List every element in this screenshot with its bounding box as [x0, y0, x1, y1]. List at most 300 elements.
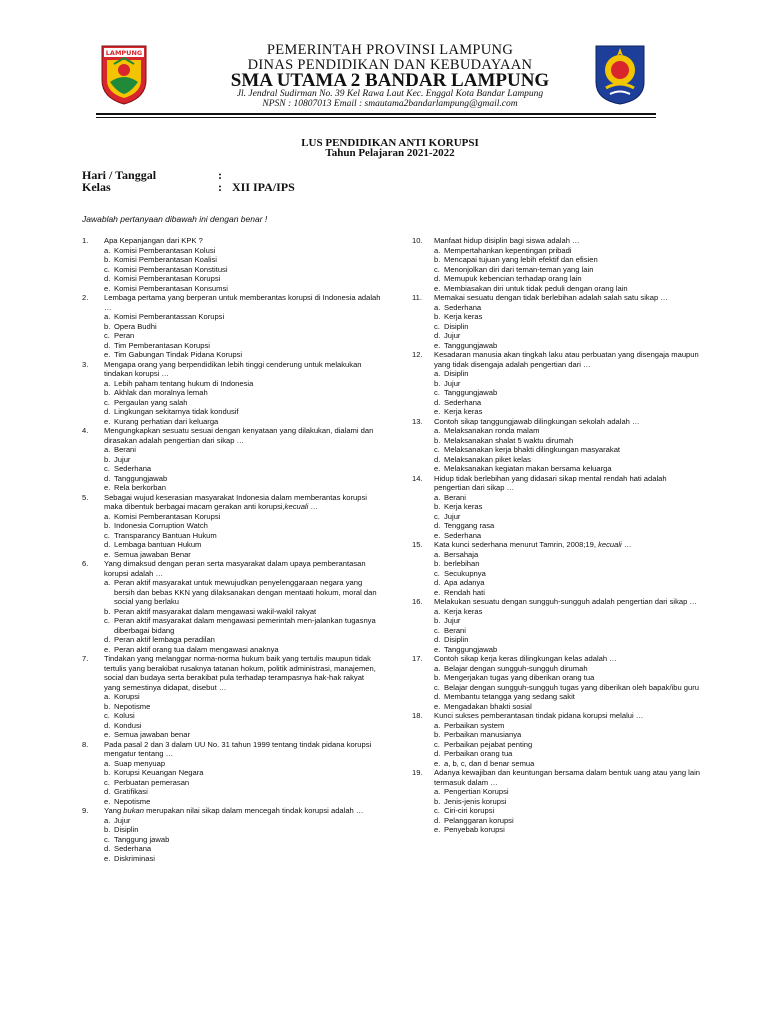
question-row — [412, 236, 702, 246]
option-text: Secukupnya — [444, 568, 486, 578]
option-letter: b. — [104, 521, 111, 530]
option-text: Jujur — [444, 511, 461, 521]
option-letter: c. — [434, 806, 440, 815]
answer-option — [82, 521, 382, 531]
option-letter: e. — [104, 283, 111, 293]
option-text: Disiplin — [114, 825, 139, 834]
answer-option — [82, 284, 382, 294]
option-letter: e. — [434, 644, 441, 654]
option-text: Peran aktif masyarakat dalam mengawasi wakil-wakil rakyat — [114, 606, 317, 616]
option-letter: a. — [104, 692, 111, 701]
answer-option — [412, 740, 702, 750]
option-letter: d. — [434, 274, 441, 283]
answer-option — [412, 407, 702, 417]
question-item — [82, 293, 382, 360]
option-text: Kolusi — [114, 711, 135, 720]
question-text-main: Adanya kewajiban dan keuntungan bersama dalam bentuk uang atau yang lain termasuk dalam … — [434, 768, 700, 787]
option-letter: e. — [104, 416, 111, 426]
option-text: Bersahaja — [444, 549, 479, 559]
answer-option — [412, 445, 702, 455]
option-text: Apa adanya — [444, 578, 485, 587]
option-text: Kerja keras — [444, 312, 483, 321]
answer-option — [412, 787, 702, 797]
option-letter: c. — [434, 264, 440, 274]
answer-option — [82, 388, 382, 398]
option-letter: a. — [104, 578, 111, 587]
answer-option — [412, 721, 702, 731]
option-letter: b. — [104, 701, 111, 711]
exam-year: Tahun Pelajaran 2021-2022 — [325, 147, 455, 159]
day-separator: : — [218, 168, 222, 182]
option-letter: d. — [104, 274, 111, 283]
answer-option — [412, 512, 702, 522]
option-letter: e. — [434, 283, 441, 293]
option-text: Korupsi Keuangan Negara — [114, 768, 204, 777]
option-letter: c. — [104, 834, 110, 844]
question-item — [82, 654, 382, 740]
option-letter: c. — [104, 616, 110, 625]
answer-option — [412, 531, 702, 541]
option-text: Tanggung jawab — [114, 834, 170, 844]
option-text: berlebihan — [444, 559, 480, 568]
question-text — [104, 654, 382, 692]
header-divider-thin — [96, 117, 656, 118]
answer-option — [412, 730, 702, 740]
option-letter: e. — [434, 340, 441, 350]
option-letter: a. — [104, 815, 111, 825]
option-letter: a. — [434, 549, 441, 559]
option-letter: c. — [434, 568, 440, 578]
answer-option — [82, 578, 382, 607]
option-text: Perbaikan pejabat penting — [444, 739, 533, 749]
question-text — [104, 559, 382, 578]
option-text: Melaksanakan shalat 5 waktu dirumah — [444, 435, 574, 445]
question-number: 15. — [412, 540, 423, 549]
option-letter: e. — [434, 758, 441, 768]
question-item — [412, 597, 702, 654]
question-text-main: Pada pasal 2 dan 3 dalam UU No. 31 tahun 1999 tentang tindak pidana korupsi mengatur tentang … — [104, 739, 372, 758]
option-letter: a. — [434, 663, 441, 673]
option-text: Peran — [114, 331, 135, 340]
option-text: Mengadakan bhakti sosial — [444, 701, 532, 711]
answer-option — [412, 588, 702, 598]
answer-option — [412, 806, 702, 816]
question-number: 13. — [412, 416, 423, 426]
questions-left-column — [82, 236, 382, 863]
answer-option — [82, 274, 382, 284]
header-government: PEMERINTAH PROVINSI LAMPUNG — [266, 42, 514, 58]
answer-option — [82, 341, 382, 351]
option-letter: a. — [434, 606, 441, 616]
answer-option — [82, 474, 382, 484]
answer-option — [82, 768, 382, 778]
option-text: Melaksanakan ronda malam — [444, 426, 540, 435]
option-text: Berani — [444, 492, 466, 502]
question-text — [104, 493, 382, 512]
option-letter: e. — [434, 587, 441, 597]
option-text: Sederhana — [114, 464, 152, 473]
option-text: Disiplin — [444, 321, 469, 331]
option-letter: c. — [434, 739, 440, 749]
question-item — [412, 654, 702, 711]
option-letter: e. — [434, 825, 441, 834]
option-letter: a. — [104, 445, 111, 454]
answer-option — [412, 274, 702, 284]
answer-option — [412, 578, 702, 588]
class-value: XII IPA/IPS — [232, 180, 295, 194]
question-row — [82, 236, 382, 246]
option-text: Tenggang rasa — [444, 521, 495, 530]
option-text: Tanggungjawab — [114, 473, 168, 483]
question-text-main: Mengapa orang yang berpendidikan lebih tinggi cenderung untuk melakukan tindakan korupsi … — [104, 359, 362, 378]
question-text-main: Melakukan sesuatu dengan sungguh-sungguh adalah pengertian dari sikap … — [434, 597, 698, 606]
option-text: Tanggungjawab — [444, 644, 498, 654]
answer-option — [412, 683, 702, 693]
question-row — [412, 350, 702, 369]
option-letter: a. — [434, 787, 441, 796]
option-letter: c. — [434, 511, 440, 521]
answer-option — [82, 844, 382, 854]
answer-option — [412, 388, 702, 398]
option-text: Komisi Pemberantasan Korupsi — [114, 274, 221, 283]
answer-option — [82, 379, 382, 389]
question-row — [82, 360, 382, 379]
option-text: Membantu tetangga yang sedang sakit — [444, 692, 575, 701]
option-text: Berani — [114, 445, 136, 454]
option-letter: b. — [104, 768, 111, 777]
question-item — [412, 236, 702, 293]
question-text — [104, 293, 382, 312]
question-number: 5. — [82, 492, 89, 502]
option-letter: c. — [434, 682, 440, 692]
option-text: Menonjolkan diri dari teman-teman yang lain — [444, 264, 594, 274]
option-text: a, b, c, dan d benar semua — [444, 758, 535, 768]
answer-option — [82, 854, 382, 864]
option-text: Korupsi — [114, 692, 140, 701]
option-text: Perbaikan orang tua — [444, 749, 513, 758]
answer-option — [82, 787, 382, 797]
option-text: Tanggungjawab — [444, 388, 498, 397]
option-text: Lingkungan sekitarnya tidak kondusif — [114, 407, 239, 416]
answer-option — [82, 778, 382, 788]
question-text — [434, 540, 702, 550]
question-item — [412, 711, 702, 768]
option-letter: d. — [104, 540, 111, 549]
question-text-tail: … — [308, 502, 319, 511]
question-text-tail: … — [621, 540, 632, 549]
question-text-main: Yang dimaksud dengan peran serta masyarakat dalam upaya pemberantasan korupsi adalah … — [104, 559, 366, 578]
question-number: 9. — [82, 806, 89, 815]
option-text: Disiplin — [444, 635, 469, 644]
question-text-main: Sebagai wujud keserasian masyarakat Indonesia dalam memberantas korupsi maka dibentuk berbagai macam gerakan anti korupsi, — [104, 492, 367, 511]
question-row — [412, 768, 702, 787]
option-text: Sederhana — [444, 397, 482, 407]
answer-option — [82, 331, 382, 341]
option-text: Kurang perhatian dari keluarga — [114, 416, 219, 426]
option-letter: a. — [434, 245, 441, 255]
answer-option — [82, 350, 382, 360]
answer-option — [82, 616, 382, 635]
question-item — [412, 350, 702, 417]
answer-option — [82, 692, 382, 702]
option-letter: d. — [434, 331, 441, 340]
option-text: Sederhana — [114, 844, 152, 853]
answer-option — [82, 835, 382, 845]
answer-option — [82, 711, 382, 721]
answer-option — [412, 645, 702, 655]
option-letter: c. — [434, 445, 440, 454]
answer-option — [412, 502, 702, 512]
answer-option — [82, 246, 382, 256]
option-letter: d. — [104, 407, 111, 416]
question-number: 16. — [412, 597, 423, 606]
question-row — [82, 493, 382, 512]
question-text-emphasis: kecuali — [284, 502, 309, 511]
question-text — [434, 474, 702, 493]
option-text: Perbaikan manusianya — [444, 730, 522, 739]
option-letter: a. — [434, 720, 441, 730]
question-text-main: Lembaga pertama yang berperan untuk memberantas korupsi di Indonesia adalah … — [104, 293, 381, 312]
question-text — [434, 597, 702, 607]
option-text: Lembaga bantuan Hukum — [114, 540, 202, 549]
option-text: Sederhana — [444, 530, 482, 540]
option-text: Jujur — [114, 454, 131, 464]
question-text — [104, 360, 382, 379]
option-text: Transparancy Bantuan Hukum — [114, 530, 217, 540]
option-letter: a. — [104, 245, 111, 255]
option-text: Tanggungjawab — [444, 340, 498, 350]
option-letter: e. — [104, 549, 111, 559]
option-letter: b. — [434, 559, 441, 568]
answer-option — [412, 797, 702, 807]
option-letter: c. — [104, 530, 110, 540]
option-letter: e. — [104, 350, 111, 359]
option-text: Perbuatan pemerasan — [114, 777, 190, 787]
option-letter: d. — [104, 720, 111, 730]
header-school-name: SMA UTAMA 2 BANDAR LAMPUNG — [230, 70, 550, 91]
header-department: DINAS PENDIDIKAN DAN KEBUDAYAAN — [247, 57, 533, 73]
option-text: Jenis-jenis korupsi — [444, 796, 507, 806]
option-text: Kerja keras — [444, 606, 483, 616]
answer-option — [82, 797, 382, 807]
option-letter: e. — [434, 407, 441, 416]
option-text: Tim Pemberantasan Korupsi — [114, 340, 210, 350]
option-letter: d. — [434, 635, 441, 644]
answer-option — [412, 303, 702, 313]
exam-title: LUS PENDIDIKAN ANTI KORUPSI — [301, 137, 479, 149]
option-text: Kerja keras — [444, 407, 483, 416]
answer-option — [412, 369, 702, 379]
answer-option — [412, 702, 702, 712]
question-number: 7. — [82, 654, 89, 663]
option-text: Perbaikan system — [444, 720, 505, 730]
answer-option — [412, 436, 702, 446]
option-text: Kerja keras — [444, 502, 483, 511]
answer-option — [412, 455, 702, 465]
option-text: Jujur — [444, 616, 461, 625]
question-row — [82, 293, 382, 312]
answer-option — [412, 379, 702, 389]
option-letter: a. — [434, 369, 441, 378]
option-text: Jujur — [114, 815, 131, 825]
answer-option — [412, 331, 702, 341]
question-text-main: Manfaat hidup disiplin bagi siswa adalah … — [434, 236, 580, 245]
question-text-main: Yang — [104, 806, 124, 815]
question-item — [82, 426, 382, 493]
option-letter: d. — [434, 397, 441, 407]
answer-option — [412, 664, 702, 674]
option-letter: a. — [104, 312, 111, 321]
question-item — [82, 559, 382, 654]
option-letter: a. — [104, 511, 111, 521]
option-text: Komisi Pemberantasan Konsumsi — [114, 283, 228, 293]
option-letter: d. — [104, 844, 111, 853]
option-text: Memupuk kebencian terhadap orang lain — [444, 274, 582, 283]
option-text: Penyebab korupsi — [444, 825, 505, 834]
option-letter: a. — [104, 378, 111, 388]
option-text: Akhlak dan moralnya lemah — [114, 388, 208, 397]
question-number: 11. — [412, 293, 422, 302]
question-text-tail: merupakan nilai sikap dalam mencegah tindak korupsi adalah … — [143, 806, 364, 815]
answer-option — [412, 616, 702, 626]
question-text — [104, 806, 382, 816]
question-row — [412, 540, 702, 550]
option-letter: e. — [434, 464, 441, 473]
option-letter: b. — [434, 312, 441, 321]
option-text: Tim Gabungan Tindak Pidana Korupsi — [114, 350, 243, 359]
option-letter: b. — [434, 378, 441, 388]
option-text: Suap menyuap — [114, 758, 166, 768]
answer-option — [412, 550, 702, 560]
answer-option — [412, 521, 702, 531]
option-text: Peran aktif lembaga peradilan — [114, 635, 215, 644]
answer-option — [82, 417, 382, 427]
answer-option — [412, 246, 702, 256]
option-text: Nepotisme — [114, 796, 151, 806]
question-text — [434, 350, 702, 369]
option-letter: d. — [434, 815, 441, 825]
option-text: Indonesia Corruption Watch — [114, 521, 208, 530]
answer-option — [412, 493, 702, 503]
answer-option — [82, 445, 382, 455]
option-text: Diskriminasi — [114, 853, 155, 863]
option-letter: d. — [104, 473, 111, 483]
answer-option — [82, 825, 382, 835]
question-number: 1. — [82, 236, 89, 245]
questions-right-column — [412, 236, 702, 835]
question-text — [104, 236, 382, 246]
answer-option — [412, 284, 702, 294]
option-text: Lebih paham tentang hukum di Indonesia — [114, 378, 254, 388]
logo-text: LAMPUNG — [105, 49, 143, 57]
answer-option — [412, 464, 702, 474]
answer-option — [82, 398, 382, 408]
option-text: Jujur — [444, 378, 461, 388]
question-row — [412, 654, 702, 664]
option-letter: c. — [104, 777, 110, 787]
answer-option — [82, 322, 382, 332]
question-item — [82, 740, 382, 807]
answer-option — [412, 569, 702, 579]
answer-option — [412, 255, 702, 265]
question-item — [412, 293, 702, 350]
option-letter: e. — [434, 530, 441, 540]
question-number: 17. — [412, 654, 423, 663]
answer-option — [412, 825, 702, 835]
class-label: Kelas — [82, 180, 111, 194]
question-text-main: Apa Kepanjangan dari KPK ? — [104, 236, 203, 245]
question-text-main: Kata kunci sederhana menurut Tamrin, 2008;19, — [434, 540, 599, 549]
option-text: Mempertahankan kepentingan pribadi — [444, 245, 572, 255]
option-letter: e. — [104, 796, 111, 806]
answer-option — [412, 426, 702, 436]
question-item — [412, 417, 702, 474]
option-letter: e. — [434, 701, 441, 711]
answer-option — [412, 265, 702, 275]
answer-option — [82, 265, 382, 275]
option-text: Berani — [444, 625, 466, 635]
header-divider — [96, 113, 656, 115]
answer-option — [82, 702, 382, 712]
answer-option — [82, 255, 382, 265]
answer-option — [412, 398, 702, 408]
option-text: Mengerjakan tugas yang diberikan orang tua — [444, 673, 595, 682]
question-text — [434, 768, 702, 787]
question-text-main: Contoh sikap tanggungjawab dilingkungan sekolah adalah … — [434, 416, 640, 426]
option-text: Rendah hati — [444, 587, 485, 597]
question-item — [412, 768, 702, 835]
question-number: 19. — [412, 768, 423, 777]
answer-option — [82, 645, 382, 655]
question-number: 2. — [82, 293, 89, 302]
question-row — [82, 740, 382, 759]
answer-option — [412, 341, 702, 351]
option-letter: c. — [434, 388, 440, 397]
question-text-emphasis: bukan — [123, 806, 144, 815]
answer-option — [412, 816, 702, 826]
question-row — [82, 806, 382, 816]
option-letter: b. — [104, 321, 111, 331]
option-text: Membiasakan diri untuk tidak peduli dengan orang lain — [444, 283, 628, 293]
option-letter: d. — [434, 578, 441, 587]
option-text: Disiplin — [444, 369, 469, 378]
option-text: Nepotisme — [114, 701, 151, 711]
question-text-main: Memakai sesuatu dengan tidak berlebihan adalah salah satu sikap … — [434, 293, 668, 302]
option-text: Mencapai tujuan yang lebih efektif dan efisien — [444, 255, 598, 264]
answer-option — [82, 455, 382, 465]
answer-option — [412, 559, 702, 569]
option-text: Belajar dengan sungguh-sungguh dirumah — [444, 663, 588, 673]
option-text: Belajar dengan sungguh-sungguh tugas yang diberikan oleh bapak/ibu guru — [444, 682, 700, 692]
question-text — [434, 293, 702, 303]
question-number: 18. — [412, 711, 423, 720]
option-text: Melaksanakan piket kelas — [444, 454, 531, 464]
option-text: Komisi Pemberantasan Konstitusi — [114, 264, 228, 274]
question-row — [412, 711, 702, 721]
option-letter: c. — [104, 331, 110, 340]
question-text-main: Kunci sukses pemberantasan tindak pidana korupsi melalui … — [434, 711, 644, 720]
option-text: Semua jawaban Benar — [114, 549, 191, 559]
option-letter: a. — [434, 302, 441, 312]
question-item — [82, 236, 382, 293]
answer-option — [412, 312, 702, 322]
question-number: 12. — [412, 350, 423, 359]
option-letter: b. — [434, 435, 441, 445]
question-text — [434, 236, 702, 246]
answer-option — [82, 816, 382, 826]
question-row — [82, 426, 382, 445]
question-row — [412, 417, 702, 427]
